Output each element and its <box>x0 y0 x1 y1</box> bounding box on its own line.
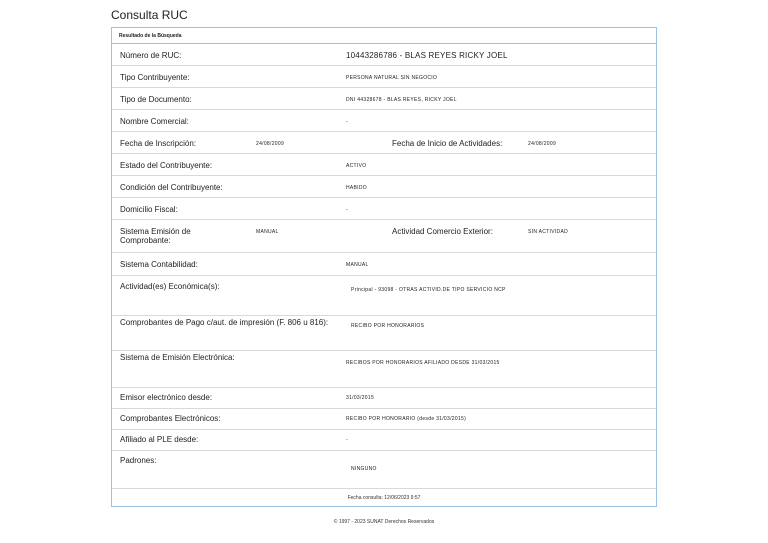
actividades-label: Actividad(es) Económica(s): <box>120 282 220 291</box>
row-ruc <box>112 44 656 66</box>
panel-heading: Resultado de la Búsqueda <box>112 28 656 44</box>
actividades-value: Principal - 93098 - OTRAS ACTIVID.DE TIPO SERVICIO NCP <box>351 287 506 293</box>
row-sistema-emision <box>112 220 656 253</box>
emisor-desde-value: 31/03/2015 <box>346 395 375 401</box>
comprobantes-electronicos-label: Comprobantes Electrónicos: <box>120 414 221 423</box>
domicilio-value: - <box>346 207 348 213</box>
row-tipo-documento <box>112 88 656 110</box>
row-sistema-electronica <box>112 351 656 388</box>
comercio-exterior-value: SIN ACTIVIDAD <box>528 229 569 235</box>
estado-label: Estado del Contribuyente: <box>120 161 213 170</box>
row-condicion <box>112 176 656 198</box>
row-comprobantes-pago <box>112 316 656 351</box>
page-title: Consulta RUC <box>111 8 188 22</box>
row-emisor-desde <box>112 388 656 409</box>
comprobantes-pago-value: RECIBO POR HONORARIOS <box>351 323 425 329</box>
fecha-consulta: Fecha consulta: 12/06/2023 9:57 <box>347 495 421 501</box>
sistema-contabilidad-value: MANUAL <box>346 262 369 268</box>
tipo-documento-value: DNI 44328678 - BLAS REYES, RICKY JOEL <box>346 97 457 103</box>
row-tipo-contribuyente <box>112 66 656 88</box>
fecha-inicio-value: 24/08/2009 <box>528 141 557 147</box>
tipo-documento-label: Tipo de Documento: <box>120 95 192 104</box>
row-sistema-contabilidad <box>112 253 656 276</box>
row-actividades <box>112 276 656 316</box>
sistema-contabilidad-label: Sistema Contabilidad: <box>120 260 198 269</box>
estado-value: ACTIVO <box>346 163 367 169</box>
comprobantes-pago-label: Comprobantes de Pago c/aut. de impresión (F. 806 u 816): <box>120 318 329 327</box>
row-domicilio <box>112 198 656 220</box>
row-fecha-inscripcion <box>112 132 656 154</box>
tipo-contribuyente-label: Tipo Contribuyente: <box>120 73 190 82</box>
nombre-comercial-label: Nombre Comercial: <box>120 117 189 126</box>
tipo-contribuyente-value: PERSONA NATURAL SIN NEGOCIO <box>346 75 438 81</box>
row-afiliado-ple <box>112 430 656 451</box>
afiliado-ple-label: Afiliado al PLE desde: <box>120 435 199 444</box>
padrones-label: Padrones: <box>120 456 157 465</box>
condicion-value: HABIDO <box>346 185 367 191</box>
nombre-comercial-value: - <box>346 119 348 125</box>
row-padrones <box>112 451 656 489</box>
row-nombre-comercial <box>112 110 656 132</box>
sistema-electronica-value: RECIBOS POR HONORARIOS AFILIADO DESDE 31/03/2015 <box>346 360 500 366</box>
ruc-label: Número de RUC: <box>120 51 182 60</box>
results-panel <box>111 27 657 507</box>
fecha-inscripcion-value: 24/08/2009 <box>256 141 285 147</box>
comprobantes-electronicos-value: RECIBO POR HONORARIO (desde 31/03/2015) <box>346 416 467 422</box>
sistema-emision-label: Sistema Emisión de Comprobante: <box>120 227 191 245</box>
afiliado-ple-value: - <box>346 437 348 443</box>
sistema-electronica-label: Sistema de Emisión Electrónica: <box>120 353 235 362</box>
condicion-label: Condición del Contribuyente: <box>120 183 223 192</box>
emisor-desde-label: Emisor electrónico desde: <box>120 393 213 402</box>
row-comprobantes-electronicos <box>112 409 656 430</box>
padrones-value: NINGUNO <box>351 466 377 472</box>
comercio-exterior-label: Actividad Comercio Exterior: <box>392 227 493 236</box>
copyright: © 1997 - 2023 SUNAT Derechos Reservados <box>333 519 435 525</box>
fecha-inscripcion-label: Fecha de Inscripción: <box>120 139 197 148</box>
fecha-inicio-label: Fecha de Inicio de Actividades: <box>392 139 503 148</box>
sistema-emision-value: MANUAL <box>256 229 279 235</box>
domicilio-label: Domicilio Fiscal: <box>120 205 178 214</box>
ruc-value: 10443286786 - BLAS REYES RICKY JOEL <box>346 51 508 60</box>
row-estado <box>112 154 656 176</box>
